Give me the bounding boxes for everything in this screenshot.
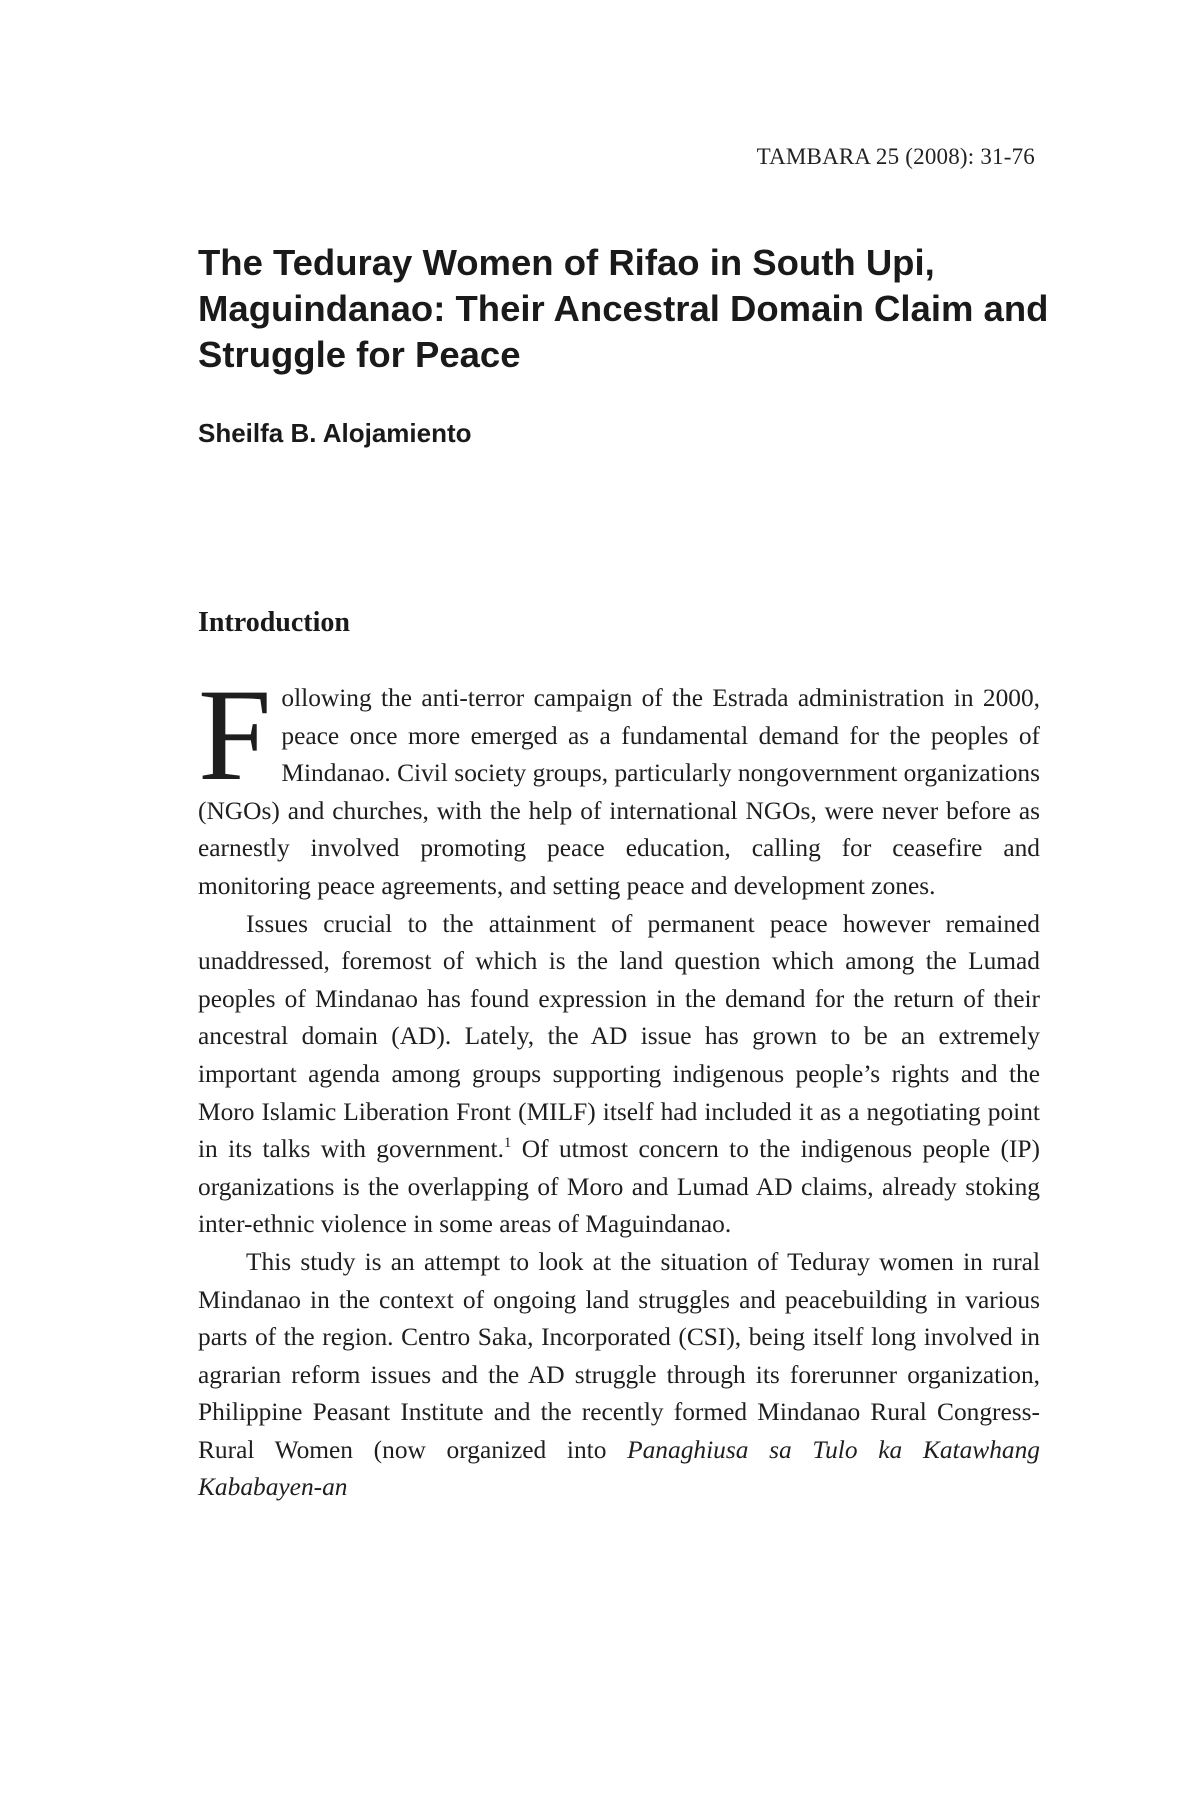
paragraph-3-text: This study is an attempt to look at the situation of Teduray women in rural Mindanao in the context of ongoing land struggles and peacebuilding in various parts of the region. Centro Saka, Incorporated (CSI), being itself long involved in agrarian reform issues and the AD struggle through its forerunner organization, Philippine Peasant Institute and the recently formed Mindanao Rural Congress-Rural Women (now organized into bbox=[198, 1247, 1040, 1464]
paragraph-2 bbox=[198, 906, 1040, 1244]
footnote-ref: 1 bbox=[503, 1135, 512, 1152]
drop-cap: F bbox=[198, 661, 272, 808]
author-name: Sheilfa B. Alojamiento bbox=[198, 418, 472, 448]
paragraph-1-text: ollowing the anti-terror campaign of the Estrada administration in 2000, peace once more emerged as a fundamental demand for the peoples of Mindanao. Civil society groups, particularly nongovernment organizations (NGOs) and churches, with the help of international NGOs, were never before as earnestly involved promoting peace education, calling for ceasefire and monitoring peace agreements, and setting peace and development zones. bbox=[198, 684, 1040, 900]
article-title: The Teduray Women of Rifao in South Upi, Maguindanao: Their Ancestral Domain Claim and Struggle for Peace bbox=[198, 242, 1049, 375]
body-text bbox=[198, 661, 1040, 1507]
paragraph-3-italic: Panaghiusa sa Tulo ka Katawhang Kababayen-an bbox=[198, 1435, 1040, 1502]
section-heading: Introduction bbox=[198, 607, 350, 638]
paragraph-2-text-before: Issues crucial to the attainment of permanent peace however remained unaddressed, foremost of which is the land question which among the Lumad peoples of Mindanao has found expression in the demand for the return of their ancestral domain (AD). Lately, the AD issue has grown to be an extremely important agenda among groups supporting indigenous people’s rights and the Moro Islamic Liberation Front (MILF) itself had included it as a negotiating point in its talks with government. bbox=[198, 909, 1040, 1164]
paragraph-3 bbox=[198, 1244, 1040, 1507]
paragraph-2-text-after: Of utmost concern to the indigenous people (IP) organizations is the overlapping of Moro and Lumad AD claims, already stoking inter-ethnic violence in some areas of Maguindanao. bbox=[198, 1135, 1040, 1239]
paragraph-1 bbox=[198, 661, 1040, 906]
running-head: TAMBARA 25 (2008): 31-76 bbox=[756, 144, 1035, 169]
